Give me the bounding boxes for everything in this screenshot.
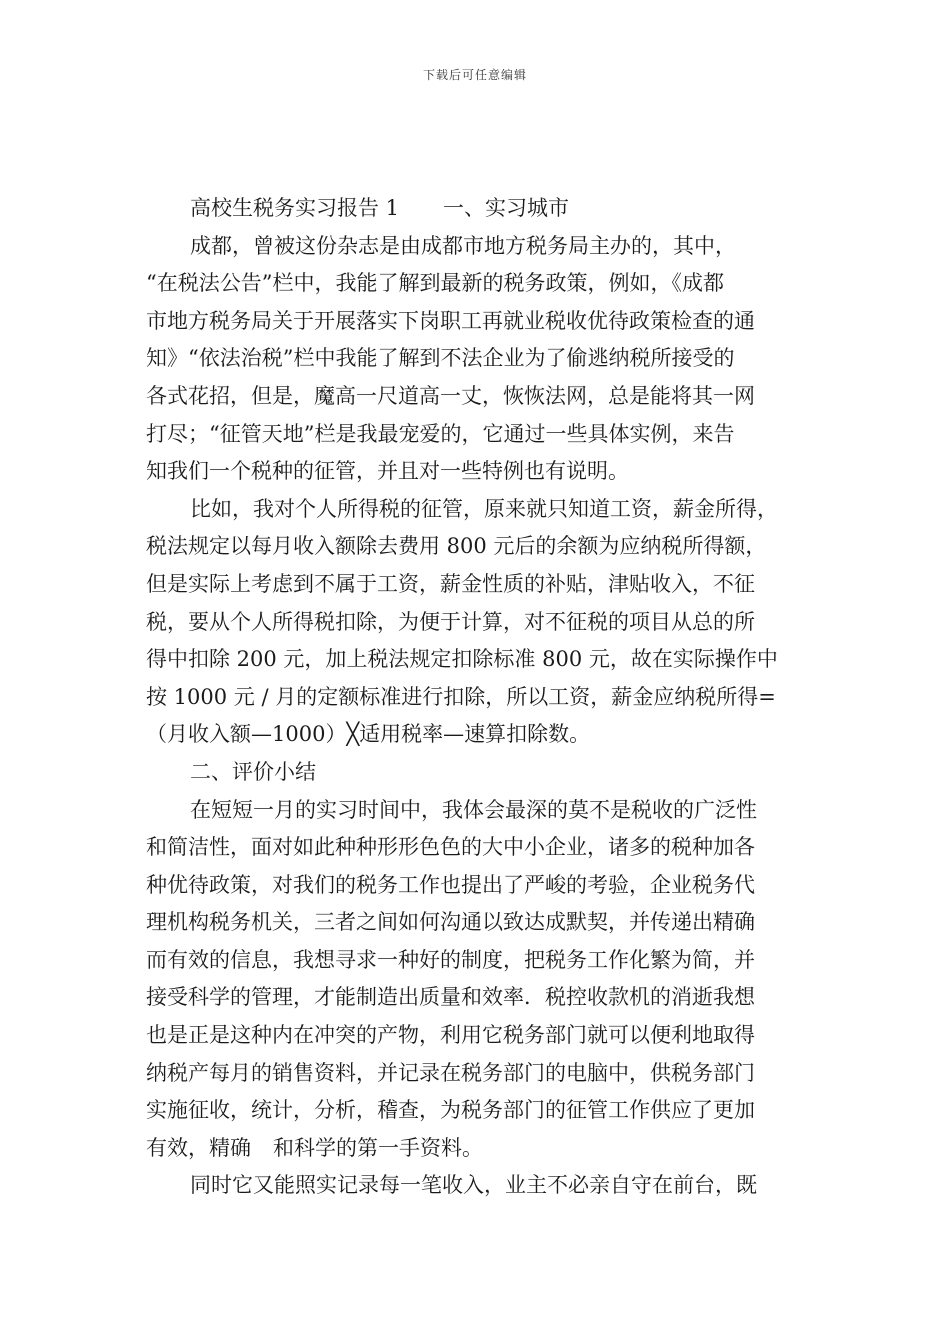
document-title-line	[146, 190, 806, 228]
page-header-note: 下载后可任意编辑	[422, 68, 527, 82]
paragraph-line: 和简洁性，面对如此种种形形色色的大中小企业，诸多的税种加各	[146, 835, 755, 860]
paragraph-line	[146, 1130, 806, 1168]
paragraph-line: 比如，我对个人所得税的征管，原来就只知道工资，薪金所得，	[190, 496, 778, 521]
paragraph-line: 税法规定以每月收入额除去费用 800 元后的余额为应纳税所得额，	[146, 534, 767, 559]
paragraph-line: 而有效的信息，我想寻求一种好的制度，把税务工作化繁为简，并	[146, 947, 755, 972]
paragraph-line: “在税法公告”栏中，我能了解到最新的税务政策，例如，《成都	[146, 271, 724, 296]
paragraph-line: 实施征收，统计，分析，稽查，为税务部门的征管工作供应了更加	[146, 1098, 755, 1123]
paragraph-line: 成都，曾被这份杂志是由成都市地方税务局主办的，其中，	[190, 233, 736, 258]
paragraph-line: 但是实际上考虑到不属于工资，薪金性质的补贴，津贴收入，不征	[146, 571, 755, 596]
paragraph-line-part: 和科学的第一手资料。	[273, 1135, 483, 1160]
paragraph-line: 同时它又能照实记录每一笔收入，业主不必亲自守在前台，既	[190, 1173, 757, 1198]
paragraph-line-part: 有效，精确	[146, 1135, 251, 1160]
paragraph-line: 知我们一个税种的征管，并且对一些特例也有说明。	[146, 459, 629, 484]
paragraph-line: 税，要从个人所得税扣除，为便于计算，对不征税的项目从总的所	[146, 609, 755, 634]
paragraph-line: 按 1000 元 / 月的定额标准进行扣除，所以工资，薪金应纳税所得=	[146, 684, 776, 709]
paragraph-line: 知》“依法治税”栏中我能了解到不法企业为了偷逃纳税所接受的	[146, 346, 735, 371]
paragraph-line: 打尽；“征管天地”栏是我最宠爱的，它通过一些具体实例，来告	[146, 421, 735, 446]
paragraph-line: 在短短一月的实习时间中，我体会最深的莫不是税收的广泛性	[190, 797, 757, 822]
paragraph-line: 也是正是这种内在冲突的产物，利用它税务部门就可以便利地取得	[146, 1023, 755, 1048]
paragraph-line: 理机构税务机关，三者之间如何沟通以致达成默契，并传递出精确	[146, 910, 755, 935]
paragraph-line: 得中扣除 200 元，加上税法规定扣除标准 800 元，故在实际操作中	[146, 647, 778, 672]
paragraph-line: 市地方税务局关于开展落实下岗职工再就业税收优待政策检查的通	[146, 308, 755, 333]
document-title: 高校生税务实习报告 1	[190, 196, 400, 220]
paragraph-line: 纳税产每月的销售资料，并记录在税务部门的电脑中，供税务部门	[146, 1060, 755, 1085]
paragraph-line: 各式花招，但是，魔高一尺道高一丈，恢恢法网，总是能将其一网	[146, 383, 755, 408]
document-body	[146, 190, 806, 1205]
section-heading-2: 二、评价小结	[190, 759, 316, 784]
section-heading-1: 一、实习城市	[443, 196, 570, 220]
paragraph-line: 种优待政策，对我们的税务工作也提出了严峻的考验，企业税务代	[146, 872, 755, 897]
paragraph-line: （月收入额—1000）╳适用税率—速算扣除数。	[146, 722, 591, 747]
paragraph-line: 接受科学的管理，才能制造出质量和效率．税控收款机的消逝我想	[146, 985, 755, 1010]
